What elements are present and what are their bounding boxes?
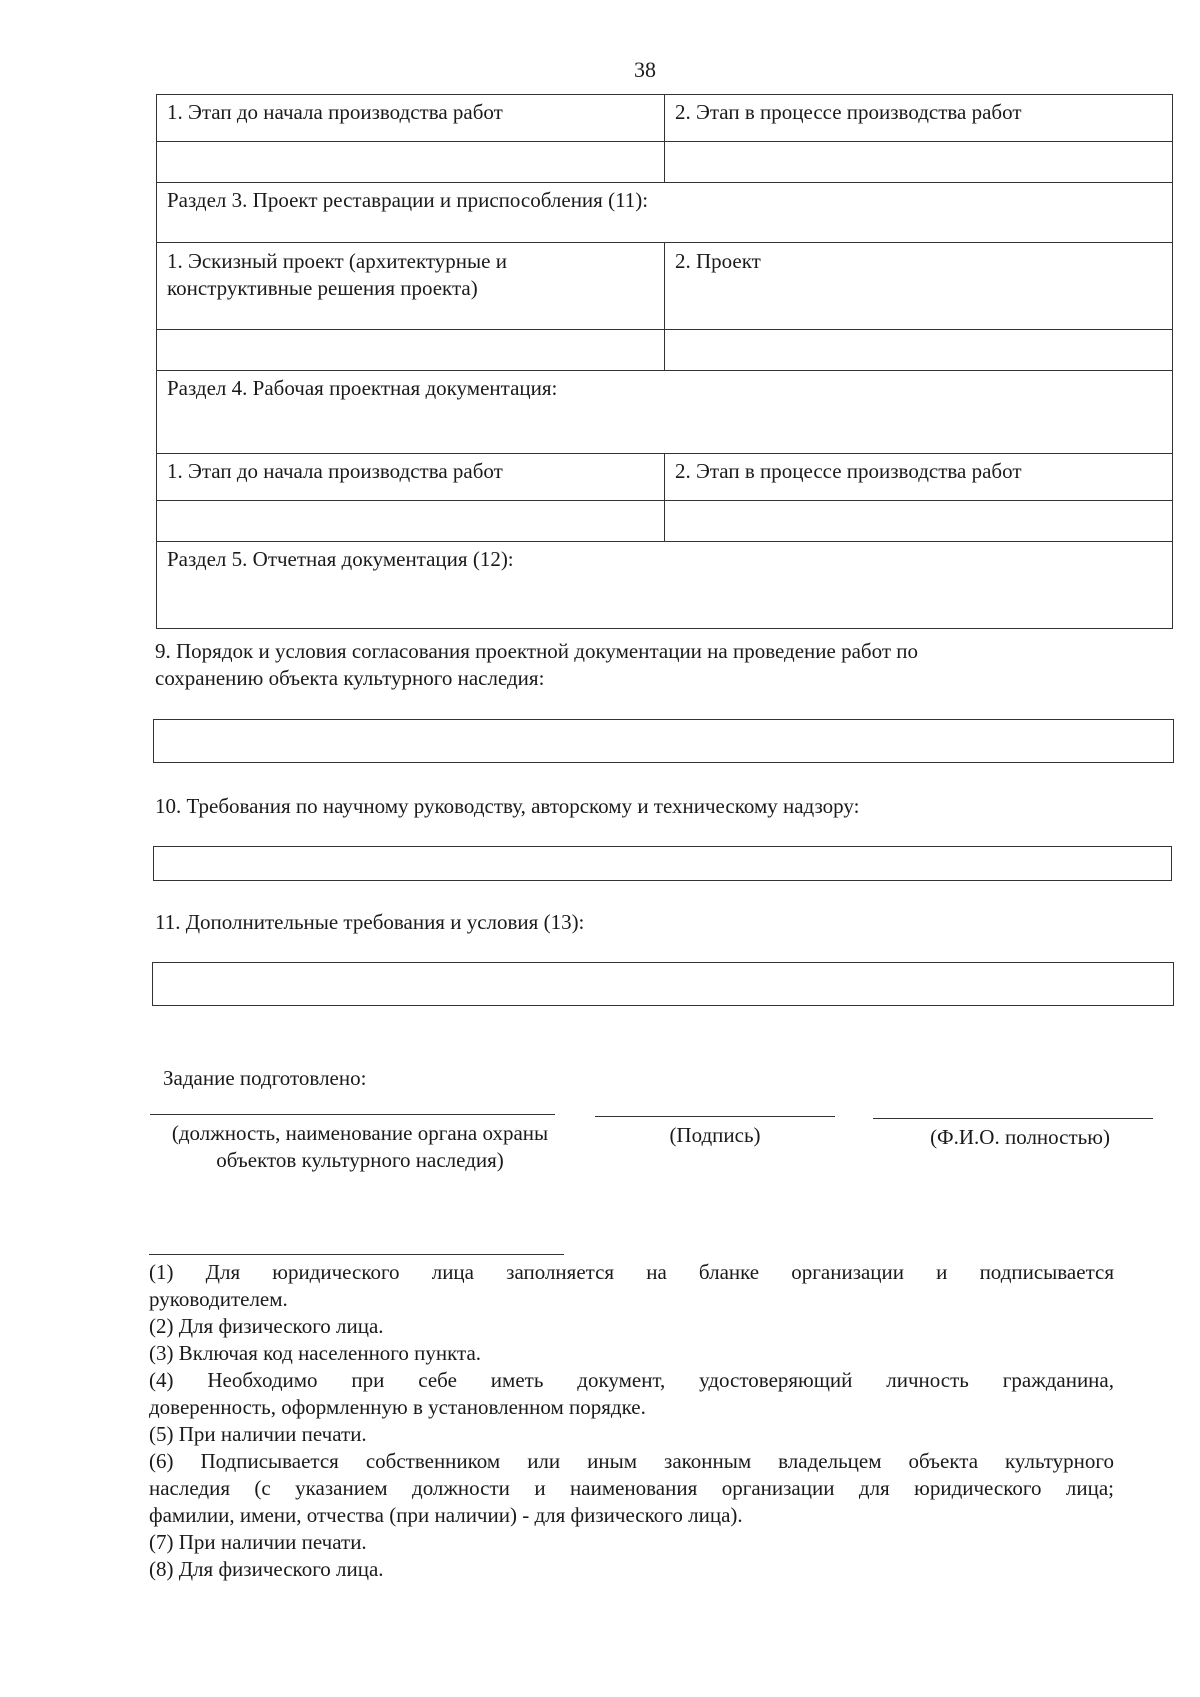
empty-input-cell[interactable] [665,142,1173,183]
project-cell: 2. Проект [665,243,1173,330]
empty-input-cell[interactable] [157,330,665,371]
footnote-6-line-2: наследия (с указанием должности и наименования организации для юридического лица; [149,1476,1114,1500]
name-caption: (Ф.И.О. полностью) [930,1125,1110,1149]
item-10-input-box[interactable] [153,846,1172,881]
footnote-1-line-2: руководителем. [149,1287,288,1311]
table-row [157,501,1173,542]
footnote-8: (8) Для физического лица. [149,1557,384,1581]
item-10-label: 10. Требования по научному руководству, авторскому и техническому надзору: [155,794,860,818]
section-5-heading: Раздел 5. Отчетная документация (12): [157,542,1173,629]
footnote-4-line-2: доверенность, оформленную в установленном порядке. [149,1395,646,1419]
footnote-4-line-1: (4) Необходимо при себе иметь документ, удостоверяющий личность гражданина, [149,1368,1114,1392]
sketch-project-line-1: 1. Эскизный проект (архитектурные и [167,249,507,273]
empty-input-cell[interactable] [157,142,665,183]
item-11-label: 11. Дополнительные требования и условия (13): [155,910,585,934]
sketch-project-line-2: конструктивные решения проекта) [167,276,478,300]
empty-input-cell[interactable] [665,330,1173,371]
item-9-line-1: 9. Порядок и условия согласования проектной документации на проведение работ по [155,639,919,663]
position-caption: (должность, наименование органа охраны объектов культурного наследия) [171,1121,549,1172]
section-4-heading: Раздел 4. Рабочая проектная документация: [157,371,1173,454]
footnote-7: (7) При наличии печати. [149,1530,367,1554]
design-documentation-table [156,94,1173,629]
item-9-line-2: сохранению объекта культурного наследия: [155,666,545,690]
prepared-by-label: Задание подготовлено: [163,1066,367,1090]
table-row [157,330,1173,371]
empty-input-cell[interactable] [665,501,1173,542]
table-row [157,142,1173,183]
item-11-input-box[interactable] [152,962,1174,1006]
footnote-2: (2) Для физического лица. [149,1314,384,1338]
stage-during-cell: 2. Этап в процессе производства работ [665,95,1173,142]
page-number: 38 [634,57,656,82]
name-signature-line[interactable] [873,1118,1153,1119]
position-signature-line[interactable] [150,1114,555,1115]
footnote-1-line-1: (1) Для юридического лица заполняется на бланке организации и подписывается [149,1260,1114,1284]
sketch-project-cell [157,243,665,330]
table-row [157,454,1173,501]
item-9-input-box[interactable] [153,719,1174,763]
stage-before-cell: 1. Этап до начала производства работ [157,95,665,142]
footnote-6-line-1: (6) Подписывается собственником или иным законным владельцем объекта культурного [149,1449,1114,1473]
stage-during-cell: 2. Этап в процессе производства работ [665,454,1173,501]
table-row [157,95,1173,142]
stage-before-cell: 1. Этап до начала производства работ [157,454,665,501]
section-3-heading: Раздел 3. Проект реставрации и приспособления (11): [157,183,1173,243]
table-row [157,542,1173,629]
footnote-5: (5) При наличии печати. [149,1422,367,1446]
footnotes [149,1259,1114,1583]
footnote-separator [149,1254,564,1255]
table-row [157,243,1173,330]
empty-input-cell[interactable] [157,501,665,542]
signature-line[interactable] [595,1116,835,1117]
footnote-6-line-3: фамилии, имени, отчества (при наличии) - для физического лица). [149,1503,743,1527]
table-row [157,371,1173,454]
footnote-3: (3) Включая код населенного пункта. [149,1341,482,1365]
signature-caption: (Подпись) [669,1123,761,1147]
table-row [157,183,1173,243]
